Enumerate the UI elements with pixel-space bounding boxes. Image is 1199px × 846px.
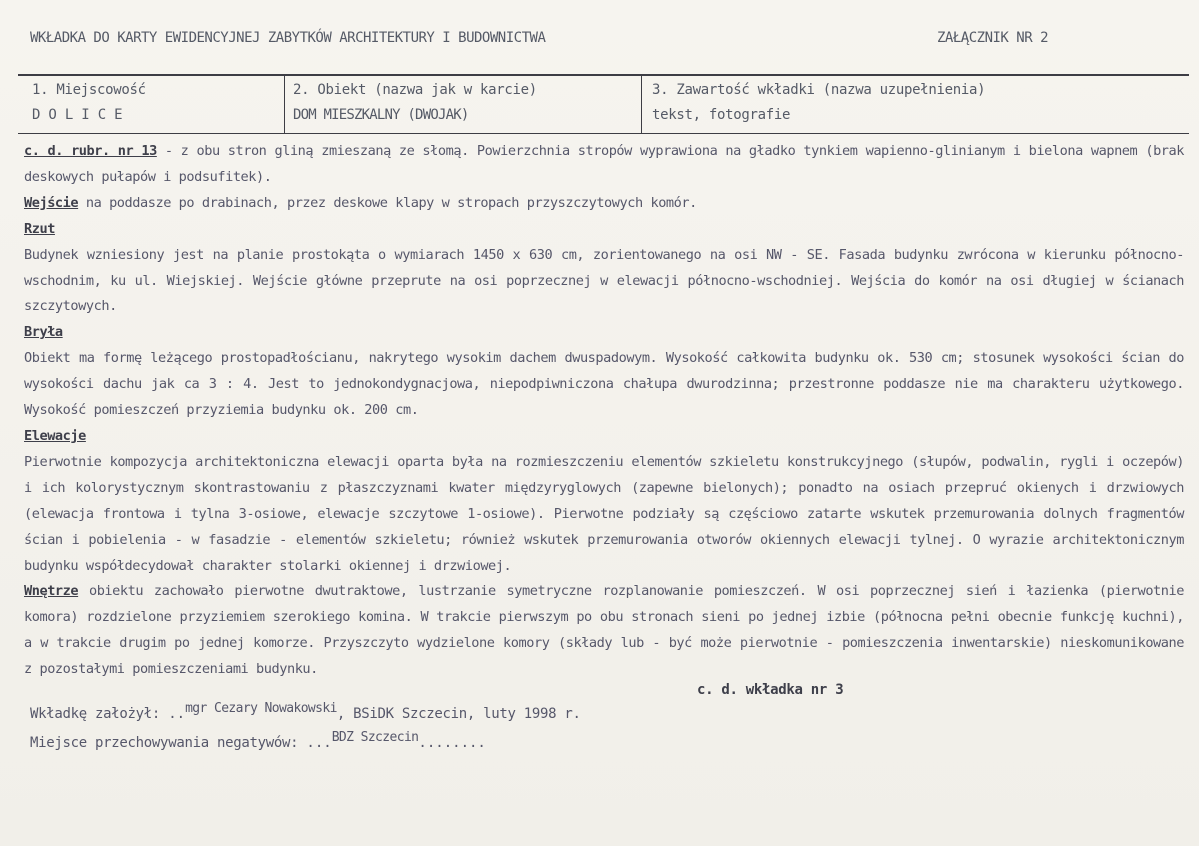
locality-label: 1. Miejscowość bbox=[32, 82, 146, 98]
table-bottom-rule bbox=[18, 133, 1189, 134]
column-divider-1 bbox=[284, 76, 285, 133]
founder-details: , BSiDK Szczecin, luty 1998 r. bbox=[336, 706, 581, 722]
paragraph-ceiling bbox=[24, 139, 1184, 191]
object-label: 2. Obiekt (nazwa jak w karcie) bbox=[293, 82, 537, 98]
storage-value: BDZ Szczecin bbox=[331, 730, 419, 745]
storage-dots-post: ........ bbox=[418, 735, 486, 751]
entrance-heading: Wejście bbox=[24, 194, 79, 211]
paragraph-ceiling-text: - z obu stron gliną zmieszaną ze słomą. Powierzchnia stropów wyprawiona na gładko tynkiem wapienno-glinianym i bielona wapnem (brak deskowych pułapów i podsufitek). bbox=[24, 143, 1185, 185]
section-heading-elevations: Elewacje bbox=[24, 427, 86, 444]
paragraph-elevations: Pierwotnie kompozycja architektoniczna elewacji oparta była na rozmieszczeniu elementów szkieletu konstrukcyjnego (słupów, podwalin, rygli i oczepów) i ich kolorystycznym skontrastowaniu z płaszczyznami kwater międzyryglowych (zapewne bielonych); ponadto na osiach przepruć okienych i drzwiowych (elewacja frontowa i tylna 3-osiowe, elewacje szczytowe 1-osiowe). Pierwotne podziały są częściowo zatarte wskutek przemurowania dolnych fragmentów ścian i pobielenia - w fasadzie - elementów szkieletu; również wskutek przemurowania otworów okiennych elewacji tylnej. O wyrazie architektonicznym budynku współdecydował charakter stolarki okiennej i drzwiowej. bbox=[24, 453, 1184, 574]
contents-value: tekst, fotografie bbox=[652, 107, 791, 123]
paragraph-plan: Budynek wzniesiony jest na planie prostokąta o wymiarach 1450 x 630 cm, zorientowanego na osi NW - SE. Fasada budynku zwrócona w kierunku północno-wschodnim, ku ul. Wiejskiej. Wejście główne przeprute na osi poprzecznej w elewacji północno-wschodniej. Wejścia do komór na osi długiej w ścianach szczytowych. bbox=[24, 246, 1184, 315]
founder-name: mgr Cezary Nowakowski bbox=[185, 701, 337, 716]
locality-value: DOLICE bbox=[32, 107, 131, 123]
section-heading-mass: Bryła bbox=[24, 324, 63, 341]
paragraph-mass: Obiekt ma formę leżącego prostopadłościanu, nakrytego wysokim dachem dwuspadowym. Wysokość całkowita budynku ok. 530 cm; stosunek wysokości ścian do wysokości dachu jak ca 3 : 4. Jest to jednokondygnacjowa, niepodpiwniczona chałupa dwurodzinna; przestronne poddasze nie ma charakteru użytkowego. Wysokość pomieszczeń przyziemia budynku ok. 200 cm. bbox=[24, 350, 1184, 419]
interior-heading: Wnętrze bbox=[24, 583, 79, 600]
object-value: DOM MIESZKALNY (DWOJAK) bbox=[293, 107, 469, 123]
storage-dots-pre: ... bbox=[306, 735, 332, 751]
paragraph-entrance-text: na poddasze po drabinach, przez deskowe klapy w stropach przyszczytowych komór. bbox=[78, 194, 697, 211]
founder-dots: .. bbox=[168, 706, 186, 722]
description-body bbox=[24, 139, 1184, 683]
continuation-reference: c. d. wkładka nr 3 bbox=[697, 682, 844, 698]
annex-number: ZAŁĄCZNIK NR 2 bbox=[937, 30, 1049, 46]
card-title: WKŁADKA DO KARTY EWIDENCYJNEJ ZABYTKÓW ARCHITEKTURY I BUDOWNICTWA bbox=[30, 30, 546, 46]
founder-label: Wkładkę założył: bbox=[30, 706, 169, 722]
negatives-storage-line bbox=[30, 730, 486, 751]
section-heading-plan: Rzut bbox=[24, 220, 55, 237]
paragraph-interior bbox=[24, 579, 1184, 683]
paragraph-interior-text: obiektu zachowało pierwotne dwutraktowe, lustrzanie symetryczne rozplanowanie pomieszczeń. W osi poprzecznej sień i łazienka (pierwotnie komora) rozdzielone przyziemiem szerokiego komina. W trakcie pierwszym po obu stronach sieni po jednej izbie (północna pełni obecnie funkcję kuchni), a w trakcie drugim po jednej komorze. Przyszczyto wydzielone komory (składy lub - być może pierwotnie - pomieszczenia inwentarskie) nieskomunikowane z pozostałymi pomieszczeniami budynku. bbox=[24, 583, 1184, 678]
contents-label: 3. Zawartość wkładki (nazwa uzupełnienia) bbox=[652, 82, 986, 98]
founder-line bbox=[30, 701, 581, 722]
continuation-heading: c. d. rubr. nr 13 bbox=[24, 143, 157, 159]
column-divider-2 bbox=[641, 76, 642, 133]
top-rule bbox=[18, 74, 1189, 76]
paragraph-entrance bbox=[24, 191, 1184, 217]
storage-label: Miejsce przechowywania negatywów: bbox=[30, 735, 307, 751]
